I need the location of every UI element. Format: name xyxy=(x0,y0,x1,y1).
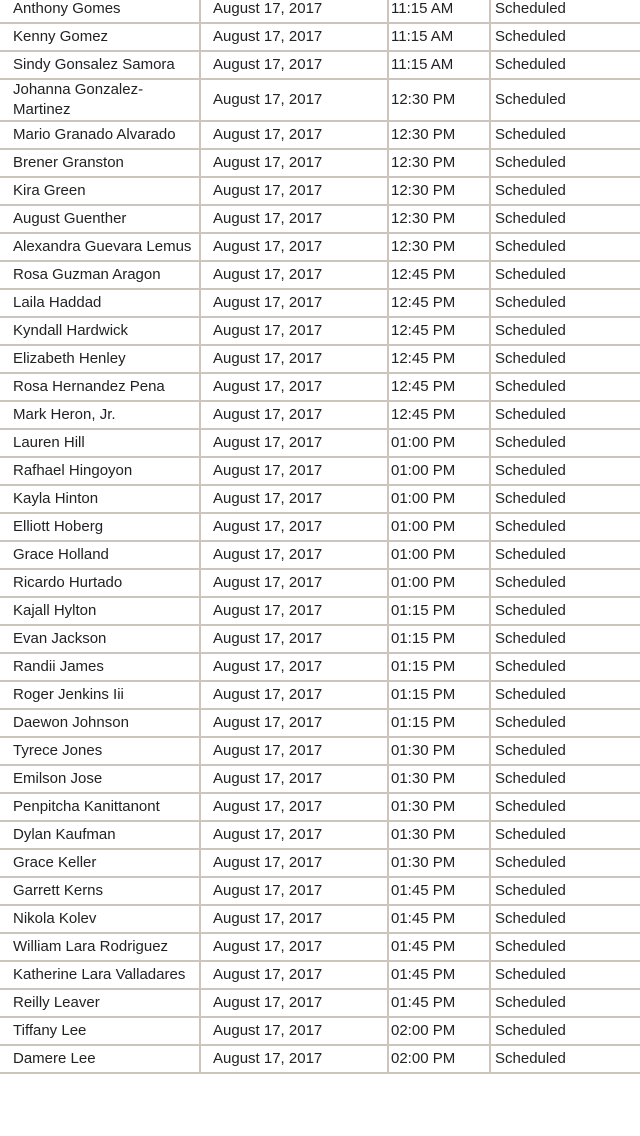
name-cell: Penpitcha Kanittanont xyxy=(0,793,200,821)
name-cell: Rosa Guzman Aragon xyxy=(0,261,200,289)
table-row xyxy=(0,569,640,597)
table-row xyxy=(0,345,640,373)
name-cell: Tyrece Jones xyxy=(0,737,200,765)
time-cell: 12:45 PM xyxy=(388,373,490,401)
date-cell: August 17, 2017 xyxy=(200,457,388,485)
time-cell: 01:45 PM xyxy=(388,933,490,961)
time-cell: 01:45 PM xyxy=(388,905,490,933)
name-cell: Lauren Hill xyxy=(0,429,200,457)
time-cell: 01:30 PM xyxy=(388,849,490,877)
status-cell: Scheduled xyxy=(490,541,640,569)
status-cell: Scheduled xyxy=(490,709,640,737)
date-cell: August 17, 2017 xyxy=(200,961,388,989)
date-cell: August 17, 2017 xyxy=(200,0,388,23)
date-cell: August 17, 2017 xyxy=(200,541,388,569)
time-cell: 11:15 AM xyxy=(388,51,490,79)
status-cell: Scheduled xyxy=(490,345,640,373)
time-cell: 02:00 PM xyxy=(388,1045,490,1073)
table-row xyxy=(0,205,640,233)
time-cell: 12:45 PM xyxy=(388,317,490,345)
name-cell: Sindy Gonsalez Samora xyxy=(0,51,200,79)
table-row xyxy=(0,457,640,485)
table-row xyxy=(0,233,640,261)
status-cell: Scheduled xyxy=(490,485,640,513)
name-cell: Anthony Gomes xyxy=(0,0,200,23)
status-cell: Scheduled xyxy=(490,625,640,653)
name-cell: Laila Haddad xyxy=(0,289,200,317)
table-row xyxy=(0,1045,640,1073)
date-cell: August 17, 2017 xyxy=(200,233,388,261)
time-cell: 12:30 PM xyxy=(388,149,490,177)
table-row xyxy=(0,51,640,79)
name-cell: Tiffany Lee xyxy=(0,1017,200,1045)
table-row xyxy=(0,933,640,961)
status-cell: Scheduled xyxy=(490,261,640,289)
date-cell: August 17, 2017 xyxy=(200,205,388,233)
date-cell: August 17, 2017 xyxy=(200,149,388,177)
status-cell: Scheduled xyxy=(490,1017,640,1045)
table-row xyxy=(0,261,640,289)
name-cell: Brener Granston xyxy=(0,149,200,177)
date-cell: August 17, 2017 xyxy=(200,569,388,597)
name-cell: Randii James xyxy=(0,653,200,681)
time-cell: 02:00 PM xyxy=(388,1017,490,1045)
name-cell: Kira Green xyxy=(0,177,200,205)
name-cell: Reilly Leaver xyxy=(0,989,200,1017)
time-cell: 01:00 PM xyxy=(388,569,490,597)
time-cell: 12:45 PM xyxy=(388,401,490,429)
time-cell: 01:30 PM xyxy=(388,821,490,849)
name-cell: Johanna Gonzalez-Martinez xyxy=(0,79,200,121)
table-row xyxy=(0,177,640,205)
table-row xyxy=(0,681,640,709)
table-row xyxy=(0,961,640,989)
date-cell: August 17, 2017 xyxy=(200,1017,388,1045)
date-cell: August 17, 2017 xyxy=(200,373,388,401)
date-cell: August 17, 2017 xyxy=(200,513,388,541)
time-cell: 12:30 PM xyxy=(388,177,490,205)
name-cell: Katherine Lara Valladares xyxy=(0,961,200,989)
table-row xyxy=(0,317,640,345)
name-cell: Roger Jenkins Iii xyxy=(0,681,200,709)
date-cell: August 17, 2017 xyxy=(200,793,388,821)
name-cell: Elliott Hoberg xyxy=(0,513,200,541)
name-cell: Mark Heron, Jr. xyxy=(0,401,200,429)
time-cell: 12:45 PM xyxy=(388,261,490,289)
name-cell: Grace Keller xyxy=(0,849,200,877)
table-row xyxy=(0,289,640,317)
date-cell: August 17, 2017 xyxy=(200,485,388,513)
date-cell: August 17, 2017 xyxy=(200,317,388,345)
status-cell: Scheduled xyxy=(490,737,640,765)
name-cell: Mario Granado Alvarado xyxy=(0,121,200,149)
status-cell: Scheduled xyxy=(490,513,640,541)
date-cell: August 17, 2017 xyxy=(200,51,388,79)
time-cell: 12:30 PM xyxy=(388,79,490,121)
time-cell: 01:00 PM xyxy=(388,541,490,569)
date-cell: August 17, 2017 xyxy=(200,933,388,961)
status-cell: Scheduled xyxy=(490,933,640,961)
status-cell: Scheduled xyxy=(490,681,640,709)
date-cell: August 17, 2017 xyxy=(200,849,388,877)
date-cell: August 17, 2017 xyxy=(200,877,388,905)
date-cell: August 17, 2017 xyxy=(200,989,388,1017)
table-row xyxy=(0,79,640,121)
status-cell: Scheduled xyxy=(490,569,640,597)
name-cell: Rosa Hernandez Pena xyxy=(0,373,200,401)
name-cell: Elizabeth Henley xyxy=(0,345,200,373)
time-cell: 01:15 PM xyxy=(388,709,490,737)
table-row xyxy=(0,485,640,513)
time-cell: 01:00 PM xyxy=(388,429,490,457)
date-cell: August 17, 2017 xyxy=(200,23,388,51)
status-cell: Scheduled xyxy=(490,653,640,681)
status-cell: Scheduled xyxy=(490,289,640,317)
name-cell: August Guenther xyxy=(0,205,200,233)
status-cell: Scheduled xyxy=(490,429,640,457)
date-cell: August 17, 2017 xyxy=(200,177,388,205)
name-cell: Ricardo Hurtado xyxy=(0,569,200,597)
date-cell: August 17, 2017 xyxy=(200,625,388,653)
name-cell: Evan Jackson xyxy=(0,625,200,653)
date-cell: August 17, 2017 xyxy=(200,345,388,373)
name-cell: Kajall Hylton xyxy=(0,597,200,625)
status-cell: Scheduled xyxy=(490,793,640,821)
date-cell: August 17, 2017 xyxy=(200,401,388,429)
name-cell: William Lara Rodriguez xyxy=(0,933,200,961)
status-cell: Scheduled xyxy=(490,877,640,905)
table-row xyxy=(0,121,640,149)
table-row xyxy=(0,849,640,877)
table-row xyxy=(0,709,640,737)
time-cell: 12:45 PM xyxy=(388,289,490,317)
name-cell: Alexandra Guevara Lemus xyxy=(0,233,200,261)
time-cell: 12:30 PM xyxy=(388,205,490,233)
time-cell: 01:45 PM xyxy=(388,877,490,905)
name-cell: Rafhael Hingoyon xyxy=(0,457,200,485)
time-cell: 01:15 PM xyxy=(388,625,490,653)
status-cell: Scheduled xyxy=(490,205,640,233)
date-cell: August 17, 2017 xyxy=(200,905,388,933)
time-cell: 11:15 AM xyxy=(388,0,490,23)
date-cell: August 17, 2017 xyxy=(200,597,388,625)
status-cell: Scheduled xyxy=(490,905,640,933)
time-cell: 01:15 PM xyxy=(388,681,490,709)
name-cell: Kenny Gomez xyxy=(0,23,200,51)
time-cell: 01:30 PM xyxy=(388,737,490,765)
time-cell: 01:00 PM xyxy=(388,485,490,513)
status-cell: Scheduled xyxy=(490,597,640,625)
date-cell: August 17, 2017 xyxy=(200,737,388,765)
status-cell: Scheduled xyxy=(490,79,640,121)
date-cell: August 17, 2017 xyxy=(200,653,388,681)
time-cell: 01:00 PM xyxy=(388,513,490,541)
time-cell: 01:15 PM xyxy=(388,597,490,625)
name-cell: Nikola Kolev xyxy=(0,905,200,933)
table-row xyxy=(0,877,640,905)
status-cell: Scheduled xyxy=(490,961,640,989)
table-row xyxy=(0,23,640,51)
date-cell: August 17, 2017 xyxy=(200,79,388,121)
time-cell: 12:30 PM xyxy=(388,233,490,261)
status-cell: Scheduled xyxy=(490,317,640,345)
date-cell: August 17, 2017 xyxy=(200,1045,388,1073)
status-cell: Scheduled xyxy=(490,373,640,401)
time-cell: 01:45 PM xyxy=(388,989,490,1017)
date-cell: August 17, 2017 xyxy=(200,261,388,289)
date-cell: August 17, 2017 xyxy=(200,121,388,149)
status-cell: Scheduled xyxy=(490,121,640,149)
table-row xyxy=(0,597,640,625)
status-cell: Scheduled xyxy=(490,849,640,877)
time-cell: 01:45 PM xyxy=(388,961,490,989)
time-cell: 01:30 PM xyxy=(388,765,490,793)
status-cell: Scheduled xyxy=(490,23,640,51)
table-row xyxy=(0,793,640,821)
status-cell: Scheduled xyxy=(490,821,640,849)
date-cell: August 17, 2017 xyxy=(200,429,388,457)
name-cell: Daewon Johnson xyxy=(0,709,200,737)
date-cell: August 17, 2017 xyxy=(200,289,388,317)
status-cell: Scheduled xyxy=(490,177,640,205)
table-row xyxy=(0,625,640,653)
name-cell: Damere Lee xyxy=(0,1045,200,1073)
table-row xyxy=(0,429,640,457)
status-cell: Scheduled xyxy=(490,457,640,485)
table-row xyxy=(0,821,640,849)
date-cell: August 17, 2017 xyxy=(200,709,388,737)
date-cell: August 17, 2017 xyxy=(200,681,388,709)
status-cell: Scheduled xyxy=(490,1045,640,1073)
name-cell: Kayla Hinton xyxy=(0,485,200,513)
table-row xyxy=(0,905,640,933)
time-cell: 12:30 PM xyxy=(388,121,490,149)
status-cell: Scheduled xyxy=(490,51,640,79)
time-cell: 01:15 PM xyxy=(388,653,490,681)
name-cell: Kyndall Hardwick xyxy=(0,317,200,345)
name-cell: Garrett Kerns xyxy=(0,877,200,905)
table-row xyxy=(0,1017,640,1045)
name-cell: Emilson Jose xyxy=(0,765,200,793)
name-cell: Grace Holland xyxy=(0,541,200,569)
time-cell: 12:45 PM xyxy=(388,345,490,373)
table-row xyxy=(0,401,640,429)
table-row xyxy=(0,541,640,569)
name-cell: Dylan Kaufman xyxy=(0,821,200,849)
table-row xyxy=(0,653,640,681)
time-cell: 01:00 PM xyxy=(388,457,490,485)
date-cell: August 17, 2017 xyxy=(200,821,388,849)
status-cell: Scheduled xyxy=(490,765,640,793)
status-cell: Scheduled xyxy=(490,233,640,261)
time-cell: 11:15 AM xyxy=(388,23,490,51)
date-cell: August 17, 2017 xyxy=(200,765,388,793)
time-cell: 01:30 PM xyxy=(388,793,490,821)
table-row xyxy=(0,373,640,401)
table-row xyxy=(0,737,640,765)
status-cell: Scheduled xyxy=(490,0,640,23)
table-row xyxy=(0,765,640,793)
status-cell: Scheduled xyxy=(490,401,640,429)
table-row xyxy=(0,513,640,541)
status-cell: Scheduled xyxy=(490,149,640,177)
table-row xyxy=(0,989,640,1017)
table-row xyxy=(0,0,640,23)
status-cell: Scheduled xyxy=(490,989,640,1017)
table-row xyxy=(0,149,640,177)
